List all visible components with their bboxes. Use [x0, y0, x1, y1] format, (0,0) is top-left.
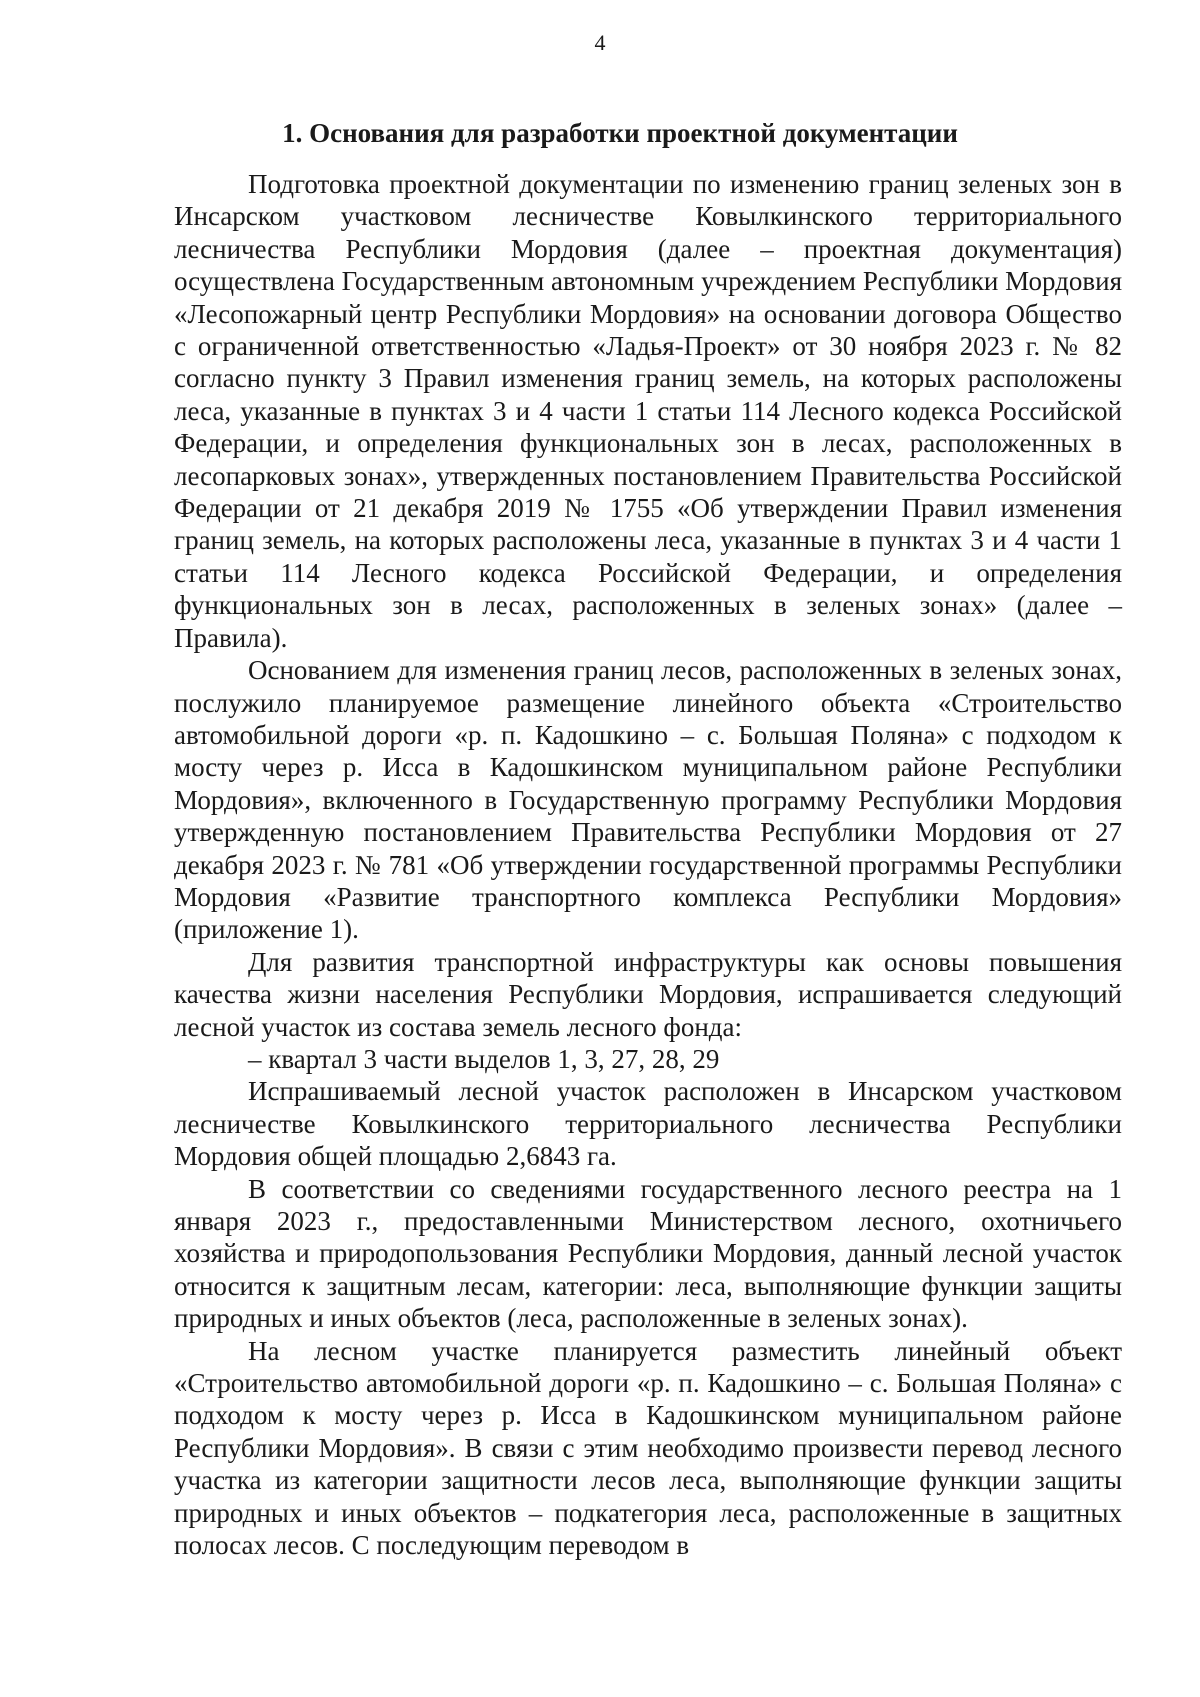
list-item-quarter: – квартал 3 части выделов 1, 3, 27, 28, 29	[248, 1043, 720, 1074]
paragraph-grounds: Основанием для изменения границ лесов, расположенных в зеленых зонах, послужило планируемое размещение линейного объекта «Строительство автомобильной дороги «р. п. Кадошкино – с. Большая Поляна» с подходом к мосту через р. Исса в Кадошкинском муниципальном районе Республики Мордовия», включенного в Государственную программу Республики Мордовия утвержденную постановлением Правительства Республики Мордовия от 27 декабря 2023 г. № 781 «Об утверждении государственной программы Республики Мордовия «Развитие транспортного комплекса Республики Мордовия» (приложение 1).	[174, 655, 1122, 945]
paragraph-plan: На лесном участке планируется разместить линейный объект «Строительство автомобильной дороги «р. п. Кадошкино – с. Большая Поляна» с подходом к мосту через р. Исса в Кадошкинском муниципальном районе Республики Мордовия». В связи с этим необходимо произвести перевод лесного участка из категории защитности лесов леса, выполняющие функции защиты природных и иных объектов – подкатегория леса, расположенные в защитных полосах лесов. С последующим переводом в	[174, 1335, 1122, 1561]
paragraph-request: Для развития транспортной инфраструктуры как основы повышения качества жизни населения Республики Мордовия, испрашивается следующий лесной участок из состава земель лесного фонда:	[174, 946, 1122, 1042]
paragraph-location: Испрашиваемый лесной участок расположен в Инсарском участковом лесничестве Ковылкинского территориального лесничества Республики Мордовия общей площадью 2,6843 га.	[174, 1076, 1122, 1172]
section-title: 1. Основания для разработки проектной документации	[282, 118, 958, 148]
document-body	[174, 168, 1122, 1561]
paragraph-registry: В соответствии со сведениями государственного лесного реестра на 1 января 2023 г., предоставленными Министерством лесного, охотничьего хозяйства и природопользования Республики Мордовия, данный лесной участок относится к защитным лесам, категории: леса, выполняющие функции защиты природных и иных объектов (леса, расположенные в зеленых зонах).	[174, 1173, 1122, 1334]
page-number: 4	[594, 30, 606, 55]
paragraph-basis: Подготовка проектной документации по изменению границ зеленых зон в Инсарском участковом лесничестве Ковылкинского территориального лесничества Республики Мордовия (далее – проектная документация) осуществлена Государственным автономным учреждением Республики Мордовия «Лесопожарный центр Республики Мордовия» на основании договора Общество с ограниченной ответственностью «Ладья-Проект» от 30 ноября 2023 г. № 82 согласно пункту 3 Правил изменения границ земель, на которых расположены леса, указанные в пунктах 3 и 4 части 1 статьи 114 Лесного кодекса Российской Федерации, и определения функциональных зон в лесах, расположенных в лесопарковых зонах», утвержденных постановлением Правительства Российской Федерации от 21 декабря 2019 № 1755 «Об утверждении Правил изменения границ земель, на которых расположены леса, указанные в пунктах 3 и 4 части 1 статьи 114 Лесного кодекса Российской Федерации, и определения функциональных зон в лесах, расположенных в зеленых зонах» (далее – Правила).	[174, 169, 1122, 653]
